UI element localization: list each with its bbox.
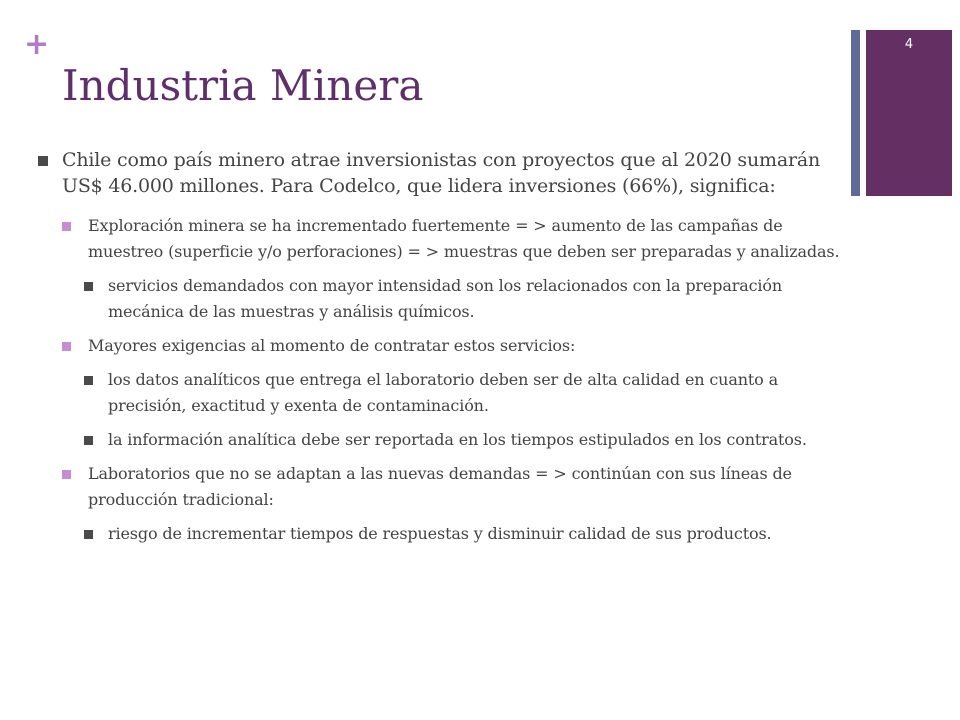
square-bullet-icon bbox=[84, 282, 93, 291]
sub-sub-bullet-item bbox=[36, 521, 846, 547]
sub-bullet-item bbox=[36, 213, 846, 265]
square-bullet-icon bbox=[62, 470, 71, 479]
plus-icon: + bbox=[24, 27, 50, 62]
slide-number: 4 bbox=[904, 37, 914, 52]
bullet-text: Laboratorios que no se adaptan a las nuevas demandas = > continúan con sus líneas de producción tradicional: bbox=[88, 464, 792, 509]
slide-title: Industria Minera bbox=[62, 61, 424, 110]
square-bullet-icon bbox=[62, 342, 71, 351]
slide-number-box bbox=[866, 30, 952, 196]
sub-bullet-item bbox=[36, 461, 846, 513]
bullet-item bbox=[36, 147, 846, 199]
bullet-text: Mayores exigencias al momento de contratar estos servicios: bbox=[88, 336, 576, 355]
decorative-bar bbox=[851, 30, 860, 196]
bullet-list bbox=[36, 147, 846, 555]
sub-sub-bullet-item bbox=[36, 427, 846, 453]
square-bullet-icon bbox=[62, 222, 71, 231]
square-bullet-icon bbox=[84, 376, 93, 385]
bullet-text: Chile como país minero atrae inversionistas con proyectos que al 2020 sumarán US$ 46.000 millones. Para Codelco, que lidera inversiones (66%), significa: bbox=[62, 149, 821, 197]
sub-bullet-item bbox=[36, 333, 846, 359]
bullet-text: riesgo de incrementar tiempos de respuestas y disminuir calidad de sus productos. bbox=[108, 524, 772, 543]
square-bullet-icon bbox=[84, 436, 93, 445]
square-bullet-icon bbox=[38, 156, 48, 166]
square-bullet-icon bbox=[84, 530, 93, 539]
sub-sub-bullet-item bbox=[36, 367, 846, 419]
bullet-text: la información analítica debe ser reportada en los tiempos estipulados en los contratos. bbox=[108, 430, 807, 449]
bullet-text: los datos analíticos que entrega el laboratorio deben ser de alta calidad en cuanto a precisión, exactitud y exenta de contaminación. bbox=[108, 370, 778, 415]
bullet-text: Exploración minera se ha incrementado fuertemente = > aumento de las campañas de muestreo (superficie y/o perforaciones) = > muestras que deben ser preparadas y analizadas. bbox=[88, 216, 840, 261]
bullet-text: servicios demandados con mayor intensidad son los relacionados con la preparación mecánica de las muestras y análisis químicos. bbox=[108, 276, 783, 321]
sub-sub-bullet-item bbox=[36, 273, 846, 325]
